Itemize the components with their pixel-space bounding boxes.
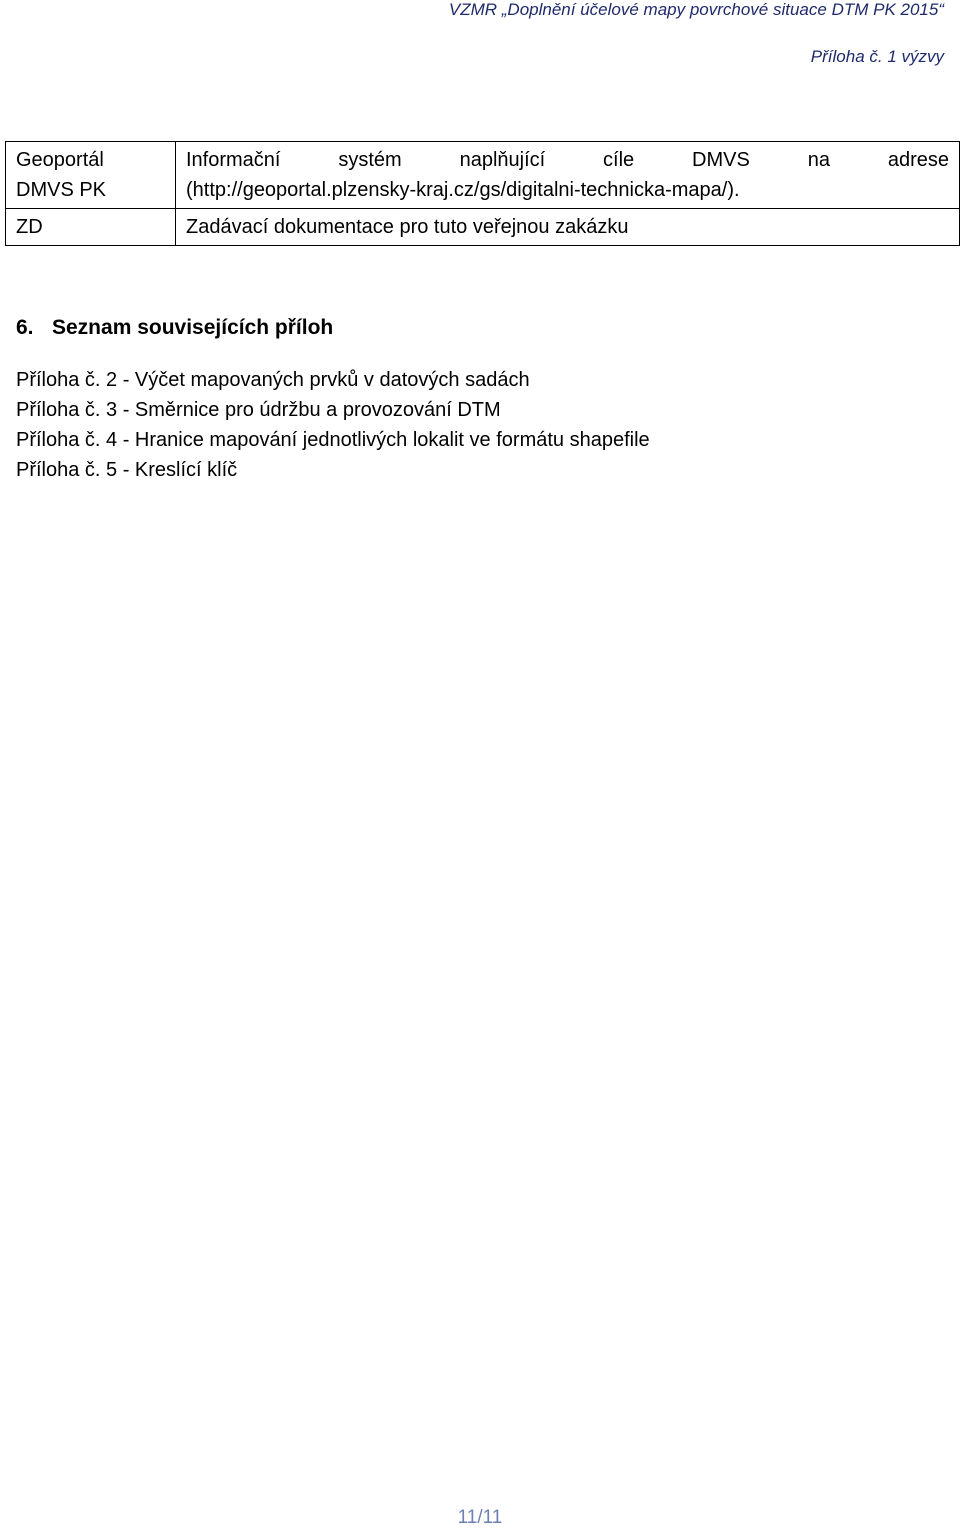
definition-row — [6, 142, 960, 209]
term-line: DMVS PK — [16, 179, 107, 201]
definition-description — [176, 209, 960, 246]
description-line: Zadávací dokumentace pro tuto veřejnou zakázku — [186, 216, 629, 238]
attachment-item: Příloha č. 3 - Směrnice pro údržbu a provozování DTM — [16, 399, 501, 421]
header-title: VZMR „Doplnění účelové mapy povrchové situace DTM PK 2015“ — [448, 0, 944, 19]
definitions-table — [5, 141, 960, 246]
geoportal-url-link[interactable]: (http://geoportal.plzensky-kraj.cz/gs/digitalni-technicka-mapa/). — [186, 179, 740, 201]
definition-row — [6, 209, 960, 246]
attachments-list — [16, 365, 650, 485]
section-heading — [16, 313, 333, 343]
definition-term — [6, 209, 176, 246]
header-subtitle: Příloha č. 1 výzvy — [810, 47, 944, 66]
definition-term — [6, 142, 176, 209]
definition-description — [176, 142, 960, 209]
description-line: Informační systém naplňující cíle DMVS na adrese — [186, 149, 949, 171]
section-title: Seznam souvisejících příloh — [52, 316, 334, 339]
term-line: ZD — [16, 216, 43, 238]
term-line: Geoportál — [16, 149, 104, 171]
attachment-item: Příloha č. 5 - Kreslící klíč — [16, 459, 238, 481]
attachment-item: Příloha č. 4 - Hranice mapování jednotlivých lokalit ve formátu shapefile — [16, 429, 650, 451]
attachment-item: Příloha č. 2 - Výčet mapovaných prvků v datových sadách — [16, 369, 530, 391]
page-number: 11/11 — [457, 1507, 503, 1528]
section-number: 6. — [16, 316, 34, 339]
